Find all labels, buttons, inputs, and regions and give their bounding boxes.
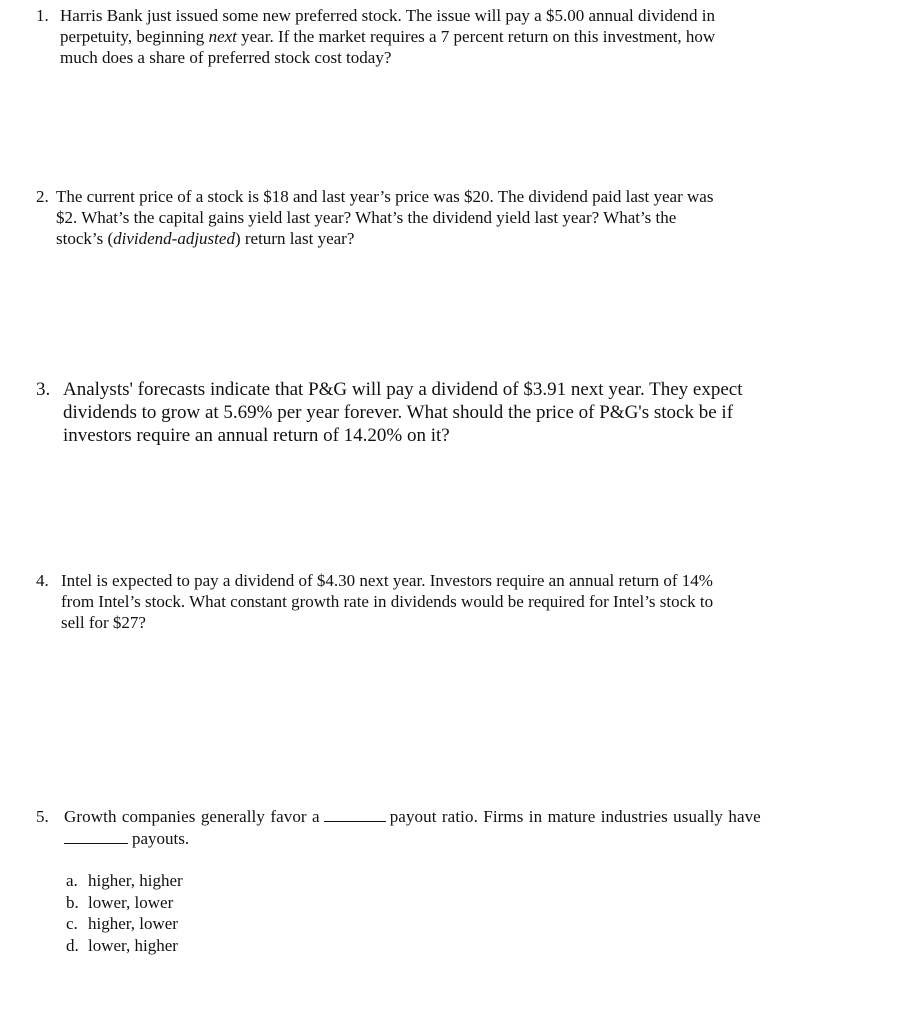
question-4-line-2 — [61, 591, 856, 612]
text-segment: year. If the market requires a 7 percent return on this investment, how — [236, 27, 716, 46]
text-segment: Intel is expected to pay a dividend of $4.30 next year. Investors require an annual return of 14% — [61, 571, 713, 590]
option-letter: c. — [66, 914, 78, 933]
question-5-line-2 — [64, 828, 876, 850]
text-segment: payouts. — [132, 829, 190, 848]
question-3-line-1 — [63, 378, 856, 401]
option-c — [66, 913, 183, 935]
italic-text: dividend-adjusted — [113, 229, 235, 248]
option-text: lower, higher — [88, 935, 178, 955]
question-3-text — [63, 378, 856, 447]
question-2-row — [36, 186, 856, 249]
text-segment: $2. What’s the capital gains yield last year? What’s the dividend yield last year? What’s the — [56, 208, 677, 227]
question-5-text — [64, 806, 876, 850]
question-4-text — [61, 570, 856, 633]
text-segment: payout ratio. Firms in mature industries usually have — [389, 807, 761, 826]
question-1-row — [36, 5, 856, 68]
text-segment: stock’s ( — [56, 229, 114, 248]
question-5-line-1 — [64, 806, 876, 828]
text-segment: much does a share of preferred stock cost today? — [60, 48, 392, 67]
option-letter: a. — [66, 871, 78, 890]
question-2-line-2 — [56, 207, 856, 228]
question-3-number: 3. — [36, 379, 51, 400]
question-4 — [36, 570, 856, 633]
text-segment: Analysts' forecasts indicate that P&G will pay a dividend of $3.91 next year. They expect — [63, 379, 743, 400]
text-segment: from Intel’s stock. What constant growth rate in dividends would be required for Intel’s stock to — [61, 592, 714, 611]
question-1 — [36, 5, 856, 68]
text-segment: sell for $27? — [61, 613, 146, 632]
question-4-number: 4. — [36, 571, 49, 590]
text-segment: The current price of a stock is $18 and last year’s price was $20. The dividend paid last year was — [56, 187, 714, 206]
option-text: higher, lower — [88, 914, 178, 933]
option-a — [66, 870, 183, 892]
question-2 — [36, 186, 856, 249]
text-segment: dividends to grow at 5.69% per year forever. What should the price of P&G's stock be if — [63, 402, 734, 423]
italic-text: next — [208, 27, 237, 46]
question-5 — [36, 806, 876, 850]
fill-in-blank-1 — [324, 807, 386, 822]
text-segment: perpetuity, beginning — [60, 27, 209, 46]
question-2-text — [56, 186, 856, 249]
question-3-row — [36, 378, 856, 447]
option-b — [66, 892, 183, 914]
question-1-text — [60, 5, 856, 68]
fill-in-blank-2 — [64, 829, 128, 844]
question-5-row — [36, 806, 876, 850]
text-segment: Growth companies generally favor a — [64, 807, 320, 826]
question-2-line-3 — [56, 228, 856, 249]
text-segment: investors require an annual return of 14.20% on it? — [63, 425, 450, 446]
question-1-number: 1. — [36, 6, 49, 25]
question-3-line-2 — [63, 401, 856, 424]
question-3 — [36, 378, 856, 447]
text-segment: ) return last year? — [234, 229, 355, 248]
question-1-line-3 — [60, 47, 856, 68]
question-4-row — [36, 570, 856, 633]
question-3-line-3 — [63, 424, 856, 447]
question-5-number: 5. — [36, 807, 49, 826]
question-2-line-1 — [56, 186, 856, 207]
option-letter: d. — [66, 935, 79, 955]
text-segment: Harris Bank just issued some new preferred stock. The issue will pay a $5.00 annual dividend in — [60, 6, 715, 25]
option-d — [66, 935, 183, 957]
question-4-line-1 — [61, 570, 856, 591]
question-4-line-3 — [61, 612, 856, 633]
question-2-number: 2. — [36, 187, 49, 206]
option-text: higher, higher — [88, 871, 183, 890]
question-1-line-1 — [60, 5, 856, 26]
option-text: lower, lower — [88, 892, 174, 912]
answer-options — [66, 870, 183, 956]
option-letter: b. — [66, 892, 79, 912]
question-1-line-2 — [60, 26, 856, 47]
